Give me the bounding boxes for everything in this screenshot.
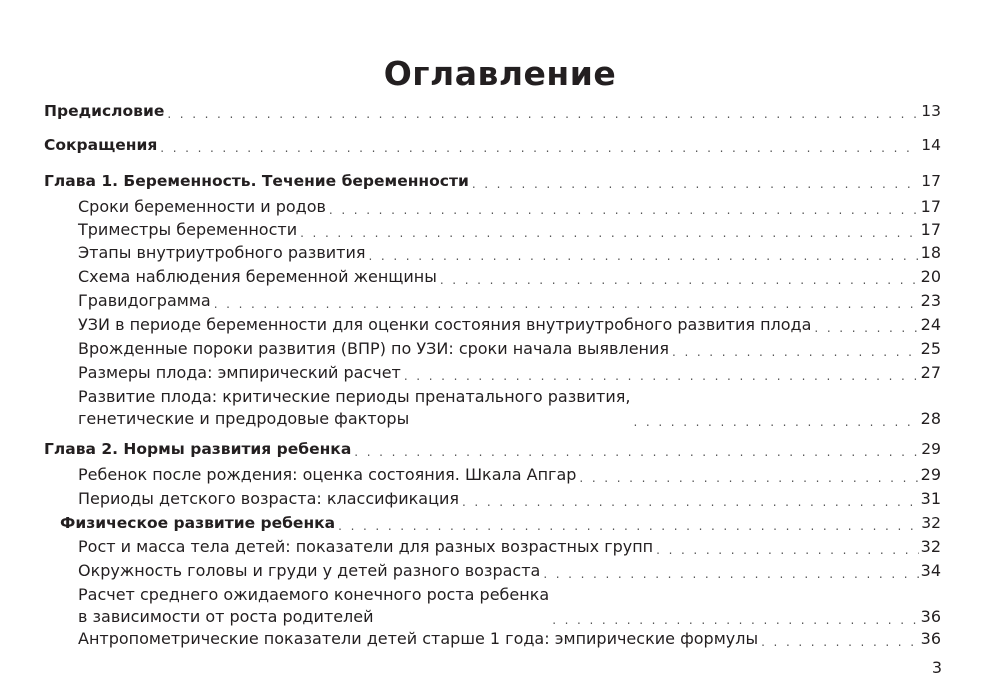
toc-entry-section[interactable]: [60, 512, 941, 534]
toc-entry-page: 24: [920, 315, 941, 334]
toc-entry[interactable]: [78, 536, 941, 558]
toc-entry[interactable]: [78, 290, 941, 312]
toc-entry-chapter-2[interactable]: [44, 438, 941, 460]
toc-entry-two-line[interactable]: [78, 584, 941, 628]
toc-entry-page: 13: [921, 102, 941, 120]
toc-entry-page: 25: [920, 339, 941, 358]
toc-leader-dots: [814, 320, 918, 336]
toc-entry-page: 17: [920, 197, 941, 216]
toc-entry-title: Окружность головы и груди у детей разного возраста: [78, 561, 541, 580]
toc-entry-title: Глава 1. Беременность. Течение беременности: [44, 172, 469, 190]
toc-entry[interactable]: [78, 219, 941, 241]
toc-entry-title-line1: Расчет среднего ожидаемого конечного роста ребенка: [78, 585, 550, 604]
toc-entry-title: Врожденные пороки развития (ВПР) по УЗИ: сроки начала выявления: [78, 339, 670, 358]
toc-entry[interactable]: [78, 266, 941, 288]
toc-entry-page: 23: [920, 291, 941, 310]
toc-entry-page: 14: [921, 136, 941, 154]
toc-leader-dots: [462, 494, 919, 510]
toc-leader-dots: [338, 518, 919, 534]
toc-leader-dots: [440, 272, 919, 288]
toc-leader-dots: [672, 344, 919, 360]
toc-entry-title: Размеры плода: эмпирический расчет: [78, 363, 401, 382]
toc-entry[interactable]: [78, 362, 941, 384]
toc-leader-dots: [214, 296, 919, 312]
toc-entry-title: Глава 2. Нормы развития ребенка: [44, 440, 352, 458]
toc-entry-title: Сроки беременности и родов: [78, 197, 326, 216]
toc-entry[interactable]: [78, 488, 941, 510]
toc-leader-dots: [160, 140, 919, 156]
toc-entry[interactable]: [78, 314, 941, 336]
toc-leader-dots: [368, 248, 918, 264]
toc-entry-two-line[interactable]: [78, 386, 941, 430]
toc-entry-page: 32: [921, 514, 941, 532]
toc-entry-abbreviations[interactable]: [44, 134, 941, 156]
toc-entry-title: [78, 386, 630, 430]
toc-leader-dots: [633, 414, 918, 430]
toc-entry-page: 17: [921, 172, 941, 190]
toc-entry-page: 20: [920, 267, 941, 286]
toc-entry-title: Предисловие: [44, 102, 165, 120]
toc-entry-title: [78, 584, 549, 628]
toc-entry-page: 34: [920, 561, 941, 580]
toc-entry[interactable]: [78, 628, 941, 650]
toc-entry-page: 17: [920, 220, 941, 239]
toc-entry-title: Триместры беременности: [78, 220, 298, 239]
toc-entry-title: Антропометрические показатели детей старше 1 года: эмпирические формулы: [78, 629, 759, 648]
toc-entry-page: 29: [921, 440, 941, 458]
page-number: 3: [931, 658, 942, 677]
toc-leader-dots: [167, 106, 919, 122]
toc-leader-dots: [552, 612, 918, 628]
toc-entry[interactable]: [78, 242, 941, 264]
toc-leader-dots: [579, 470, 918, 486]
toc-entry-page: 27: [920, 363, 941, 382]
toc-entry-title: Физическое развитие ребенка: [60, 514, 336, 532]
toc-entry[interactable]: [78, 464, 941, 486]
toc-entry-title: Периоды детского возраста: классификация: [78, 489, 459, 508]
toc-entry-title: Сокращения: [44, 136, 158, 154]
toc-entry-page: 29: [920, 465, 941, 484]
toc-leader-dots: [656, 542, 919, 558]
toc-entry-title-line1: Развитие плода: критические периоды пренатального развития,: [78, 387, 631, 406]
toc-entry[interactable]: [78, 196, 941, 218]
toc-entry-title: Рост и масса тела детей: показатели для разных возрастных групп: [78, 537, 654, 556]
toc-entry-title: Гравидограмма: [78, 291, 211, 310]
page-title: Оглавление: [383, 54, 617, 93]
toc-entry-page: 36: [920, 607, 941, 626]
toc-entry-page: 36: [920, 629, 941, 648]
toc-entry[interactable]: [78, 338, 941, 360]
toc-entry-title: Схема наблюдения беременной женщины: [78, 267, 437, 286]
toc-entry-title: Этапы внутриутробного развития: [78, 243, 366, 262]
toc-entry-title-line2: генетические и предродовые факторы: [78, 409, 410, 428]
toc-leader-dots: [404, 368, 919, 384]
toc-leader-dots: [472, 176, 919, 192]
toc-entry-page: 18: [920, 243, 941, 262]
toc-leader-dots: [300, 225, 919, 241]
toc-leader-dots: [761, 634, 919, 650]
toc-entry-chapter-1[interactable]: [44, 170, 941, 192]
toc-leader-dots: [543, 566, 918, 582]
toc-entry-page: 28: [920, 409, 941, 428]
toc-leader-dots: [354, 444, 919, 460]
toc-entry-page: 31: [920, 489, 941, 508]
toc-leader-dots: [329, 202, 919, 218]
toc-entry-preface[interactable]: [44, 100, 941, 122]
toc-entry-title: Ребенок после рождения: оценка состояния. Шкала Апгар: [78, 465, 577, 484]
toc-entry[interactable]: [78, 560, 941, 582]
toc-entry-page: 32: [920, 537, 941, 556]
toc-entry-title: УЗИ в периоде беременности для оценки состояния внутриутробного развития плода: [78, 315, 812, 334]
toc-entry-title-line2: в зависимости от роста родителей: [78, 607, 374, 626]
